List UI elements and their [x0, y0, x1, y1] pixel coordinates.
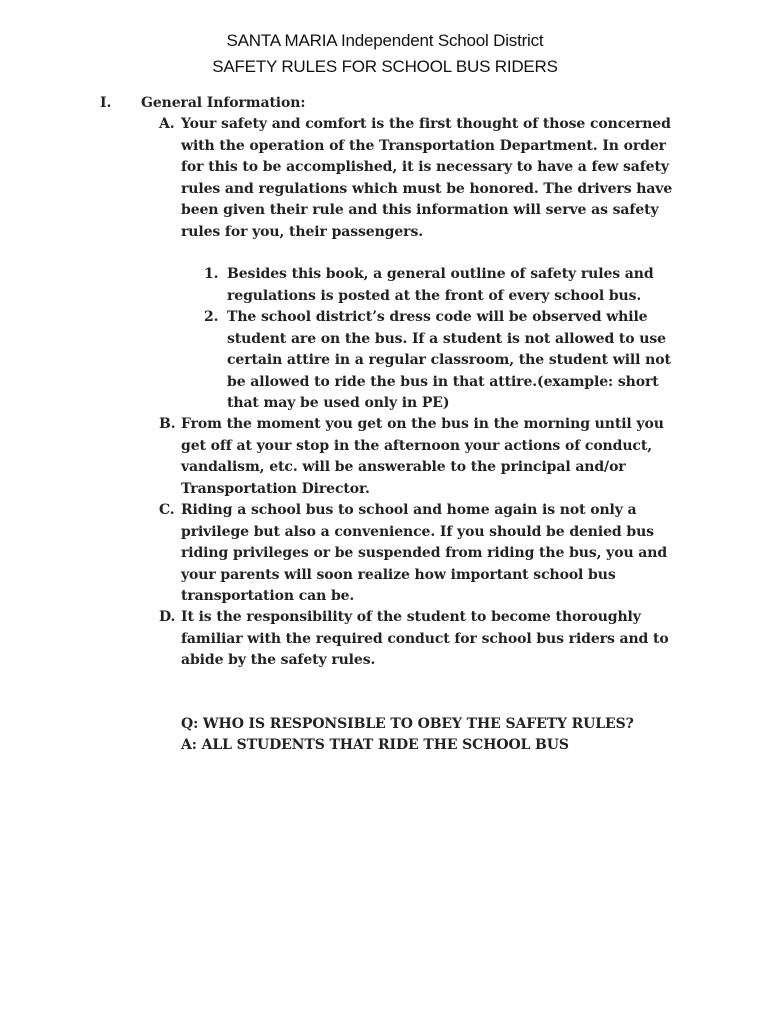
list-marker-a: A.	[159, 116, 175, 132]
section-title: General Information:	[141, 95, 306, 111]
numbered-text-2: The school district’s dress code will be observed while student are on the bus. If a student is not allowed to use certain attire in a regular classroom, the student will not be allowed to ride the bus in that attire.(example: short that may be used only in PE)	[227, 309, 671, 411]
list-marker-d: D.	[159, 609, 176, 625]
list-text-b: From the moment you get on the bus in the morning until you get off at your stop in the afternoon your actions of conduct, vandalism, etc. will be answerable to the principal and/or Transportation Director.	[181, 416, 664, 497]
list-text-c: Riding a school bus to school and home again is not only a privilege but also a convenience. If you should be denied bus riding privileges or be suspended from riding the bus, you and your parents will soon realize how important school bus transportation can be.	[181, 502, 668, 604]
document-title-district: SANTA MARIA Independent School District	[226, 31, 544, 50]
list-text-d: It is the responsibility of the student to become thoroughly familiar with the required conduct for school bus riders and to abide by the safety rules.	[181, 609, 669, 668]
numbered-marker-1: 1.	[204, 266, 219, 282]
list-marker-c: C.	[159, 502, 175, 518]
list-text-a: Your safety and comfort is the first thought of those concerned with the operation of the Transportation Department. In order for this to be accomplished, it is necessary to have a few safety rules and regulations which must be honored. The drivers have been given their rule and this information will serve as safety rules for you, their passengers.	[181, 116, 673, 240]
qa-answer: A: ALL STUDENTS THAT RIDE THE SCHOOL BUS	[181, 737, 569, 753]
section-number: I.	[100, 95, 112, 111]
qa-question: Q: WHO IS RESPONSIBLE TO OBEY THE SAFETY RULES?	[181, 716, 634, 732]
numbered-text-1: Besides this book, a general outline of safety rules and regulations is posted at the front of every school bus.	[227, 266, 654, 304]
document-title-safety-rules: SAFETY RULES FOR SCHOOL BUS RIDERS	[212, 57, 558, 76]
numbered-marker-2: 2.	[204, 309, 219, 325]
list-marker-b: B.	[159, 416, 176, 432]
